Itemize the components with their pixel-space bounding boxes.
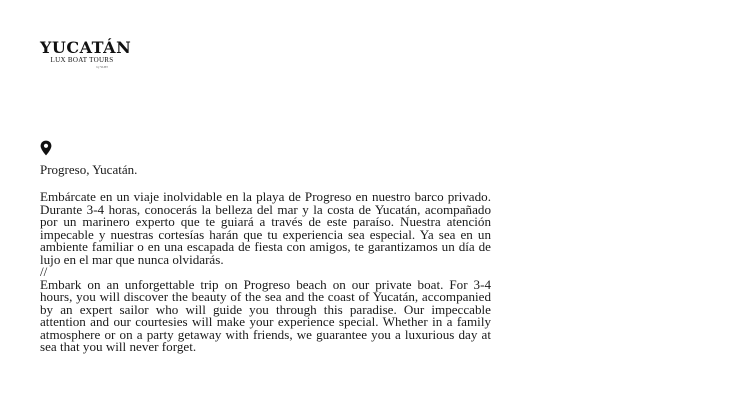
brand-logo[interactable]	[40, 38, 132, 69]
brand-name: YUCATÁN	[40, 38, 132, 57]
description-separator: //	[40, 264, 48, 279]
description-spanish: Embárcate en un viaje inolvidable en la playa de Progreso en nuestro barco privado. Durante 3-4 horas, conocerás la belleza del mar y la costa de Yucatán, acompañado por un marinero experto que te guiará a través de este paraíso. Nuestra atención impecable y nuestras cortesías harán que tu experiencia sea especial. Ya sea en un ambiente familiar o en una escapada de fiesta con amigos, te garantizamos un día de lujo en el mar que nunca olvidarás.	[40, 189, 491, 267]
brand-tagline: by YLBT	[96, 65, 108, 69]
description-english: Embark on an unforgettable trip on Progreso beach on our private boat. For 3-4 hours, you will discover the beauty of the sea and the coast of Yucatán, accompanied by an expert sailor who will guide you through this paradise. Our impeccable attention and our courtesies will make your experience special. Whether in a family atmosphere or on a party getaway with friends, we guarantee you a luxurious day at sea that you will never forget.	[40, 276, 491, 354]
location-text: Progreso, Yucatán.	[40, 162, 138, 177]
tour-description	[40, 191, 491, 354]
map-pin-icon	[40, 140, 52, 156]
brand-subtitle: LUX BOAT TOURS	[50, 56, 114, 64]
